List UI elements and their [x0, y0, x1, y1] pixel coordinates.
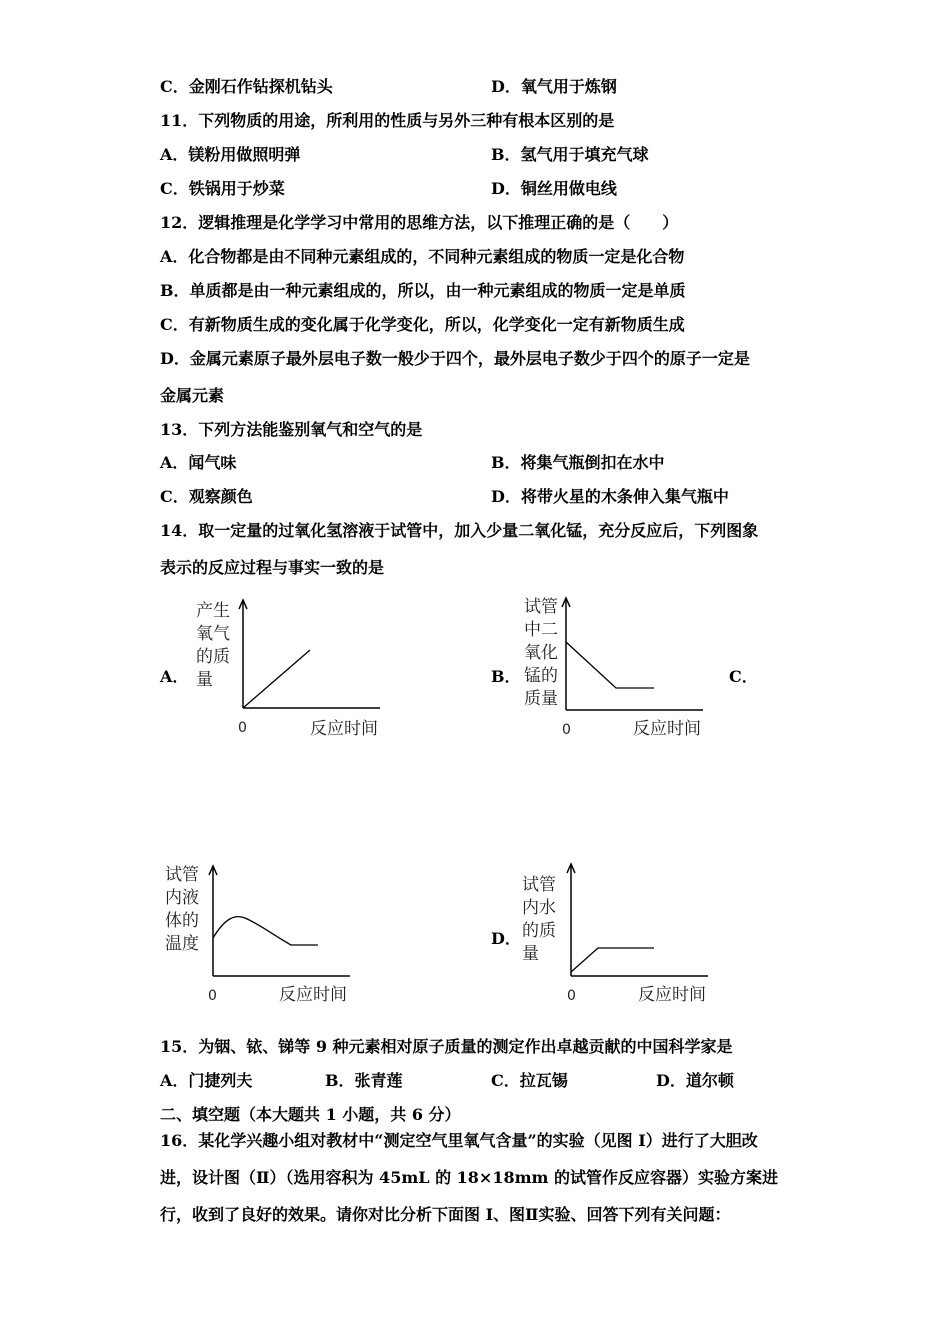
section-2-heading: 二、填空题（本大题共 1 小题，共 6 分）: [160, 1105, 461, 1124]
question-14-line1: 14．取一定量的过氧化氢溶液于试管中，加入少量二氧化锰，充分反应后，下列图象: [160, 521, 759, 540]
graph-c-option: C．: [729, 667, 758, 686]
graph-a-curve: [243, 650, 310, 708]
option-13c: C．观察颜色: [160, 487, 253, 506]
question-16-line1: 16．某化学兴趣小组对教材中“测定空气里氧气含量”的实验（见图 I）进行了大胆改: [160, 1131, 758, 1150]
graph-b: [518, 592, 718, 742]
graph-b-ylabel-3: 氧化: [524, 643, 558, 663]
graph-a-origin: 0: [238, 720, 247, 736]
question-12: 12．逻辑推理是化学学习中常用的思维方法，以下推理正确的是（ ）: [160, 213, 679, 232]
question-16-line2: 进，设计图（Ⅱ）（选用容积为 45mL 的 18×18mm 的试管作反应容器）实验方案进: [160, 1168, 779, 1187]
question-15: 15．为铟、铱、锑等 9 种元素相对原子质量的测定作出卓越贡献的中国科学家是: [160, 1037, 733, 1056]
graph-b-ylabel-2: 中二: [524, 620, 558, 640]
question-11: 11．下列物质的用途，所利用的性质与另外三种有根本区别的是: [160, 111, 615, 130]
graph-c-ylabel-2: 内液: [165, 888, 199, 908]
graph-d-origin: 0: [567, 988, 576, 1004]
graph-d-ylabel-4: 量: [522, 944, 539, 964]
option-10d: D．氧气用于炼钢: [491, 77, 617, 96]
option-15b: B．张青莲: [325, 1071, 403, 1090]
graph-d-option: D．: [491, 929, 521, 948]
option-11d: D．铜丝用做电线: [491, 179, 617, 198]
option-12b: B．单质都是由一种元素组成的，所以，由一种元素组成的物质一定是单质: [160, 281, 686, 300]
option-11b: B．氢气用于填充气球: [491, 145, 649, 164]
graph-b-ylabel-4: 锰的: [524, 666, 558, 686]
option-15d: D．道尔顿: [656, 1071, 734, 1090]
graph-b-ylabel-5: 质量: [524, 689, 558, 709]
graph-b-curve: [566, 642, 654, 688]
graph-b-option: B．: [491, 667, 521, 686]
option-12c: C．有新物质生成的变化属于化学变化，所以，化学变化一定有新物质生成: [160, 315, 685, 334]
graph-c-ylabel-3: 体的: [165, 911, 199, 931]
question-14-line2: 表示的反应过程与事实一致的是: [160, 558, 385, 577]
graph-d-ylabel-2: 内水: [522, 898, 556, 918]
option-13d: D．将带火星的木条伸入集气瓶中: [491, 487, 729, 506]
option-13a: A．闻气味: [160, 453, 237, 472]
option-15c: C．拉瓦锡: [491, 1071, 568, 1090]
graph-d-curve: [571, 948, 654, 972]
graph-a: [190, 592, 390, 742]
graph-d: [518, 858, 718, 1008]
graph-a-ylabel-4: 量: [196, 670, 213, 690]
graph-d-ylabel-3: 的质: [522, 921, 556, 941]
graph-c-curve: [213, 917, 318, 945]
option-12a: A．化合物都是由不同种元素组成的，不同种元素组成的物质一定是化合物: [160, 247, 685, 266]
graph-c-ylabel-4: 温度: [165, 934, 199, 954]
option-10c: C．金刚石作钻探机钻头: [160, 77, 333, 96]
option-12d-line2: 金属元素: [160, 386, 225, 405]
graph-b-xlabel: 反应时间: [633, 719, 701, 739]
graph-a-ylabel-3: 的质: [196, 647, 230, 667]
graph-c: [163, 858, 363, 1008]
graph-a-ylabel-1: 产生: [196, 601, 230, 621]
option-12d-line1: D．金属元素原子最外层电子数一般少于四个，最外层电子数少于四个的原子一定是: [160, 349, 750, 368]
question-13: 13．下列方法能鉴别氧气和空气的是: [160, 420, 423, 439]
graph-a-ylabel-2: 氧气: [196, 624, 230, 644]
graph-c-ylabel-1: 试管: [165, 865, 199, 885]
option-11c: C．铁锅用于炒菜: [160, 179, 285, 198]
graph-c-origin: 0: [208, 988, 217, 1004]
graph-c-xlabel: 反应时间: [279, 985, 347, 1005]
graph-d-ylabel-1: 试管: [522, 875, 556, 895]
graph-d-xlabel: 反应时间: [638, 985, 706, 1005]
graph-b-ylabel-1: 试管: [524, 597, 558, 617]
option-15a: A．门捷列夫: [160, 1071, 253, 1090]
option-11a: A．镁粉用做照明弹: [160, 145, 301, 164]
question-16-line3: 行，收到了良好的效果。请你对比分析下面图 I、图Ⅱ实验、回答下列有关问题：: [160, 1205, 731, 1224]
graph-a-xlabel: 反应时间: [310, 719, 378, 739]
graph-a-option: A．: [160, 667, 189, 686]
graph-b-origin: 0: [562, 722, 571, 738]
option-13b: B．将集气瓶倒扣在水中: [491, 453, 665, 472]
